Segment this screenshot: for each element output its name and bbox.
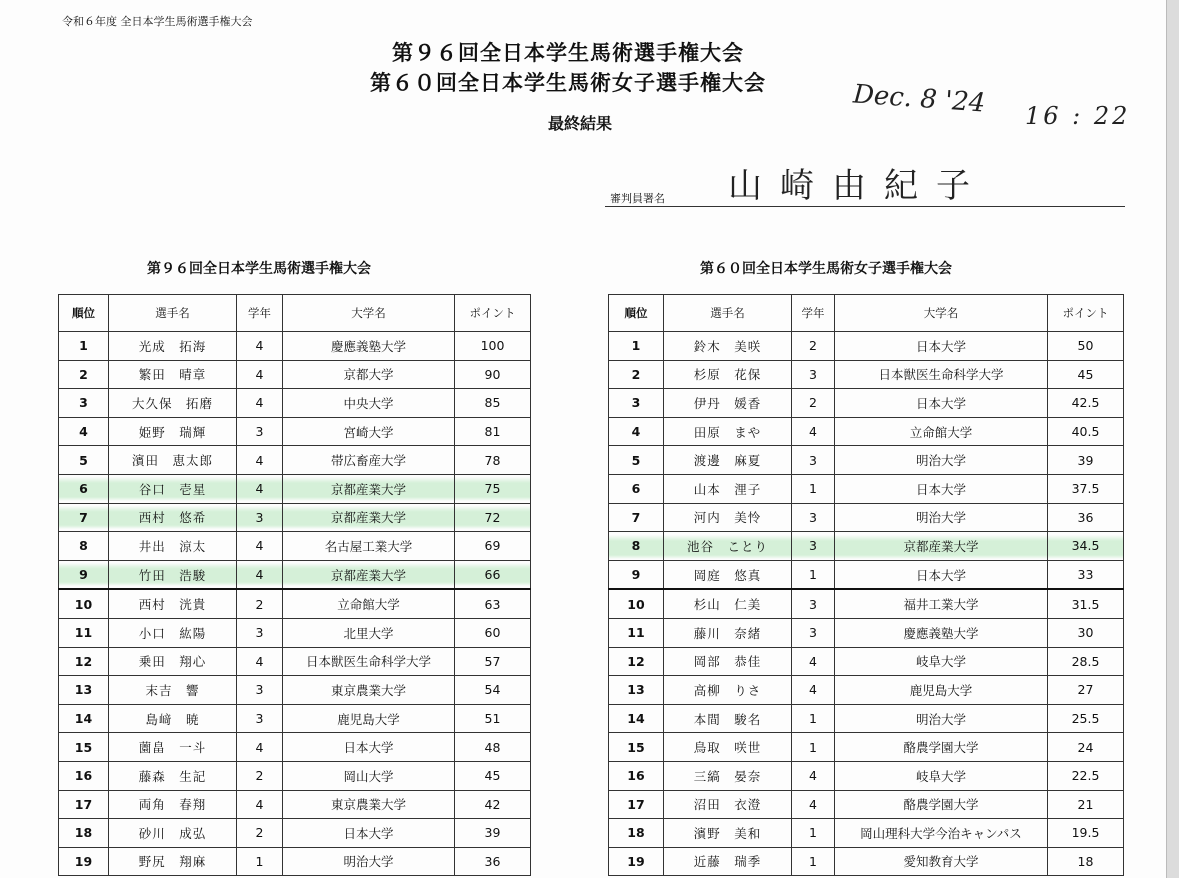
university-cell: 鹿児島大学 [283, 704, 455, 733]
rank-cell: 3 [609, 389, 664, 418]
points-cell: 45 [455, 761, 531, 790]
points-cell: 69 [455, 532, 531, 561]
university-cell: 明治大学 [283, 847, 455, 876]
university-cell: 北里大学 [283, 618, 455, 647]
rank-cell: 1 [609, 332, 664, 361]
points-cell: 45 [1048, 360, 1124, 389]
name-cell: 薗畠 一斗 [109, 733, 237, 762]
table-row [609, 360, 1124, 389]
points-cell: 51 [455, 704, 531, 733]
points-cell: 57 [455, 647, 531, 676]
name-cell: 池谷 ことり [664, 532, 792, 561]
table-row [609, 647, 1124, 676]
points-cell: 100 [455, 332, 531, 361]
points-cell: 34.5 [1048, 532, 1124, 561]
year-cell: 2 [792, 332, 835, 361]
rank-cell: 19 [609, 847, 664, 876]
men-table-title: 第９６回全日本学生馬術選手権大会 [147, 261, 371, 277]
name-cell: 乗田 翔心 [109, 647, 237, 676]
year-cell: 1 [237, 847, 283, 876]
rank-cell: 16 [609, 761, 664, 790]
university-cell: 日本大学 [835, 332, 1048, 361]
rank-cell: 18 [609, 819, 664, 848]
university-cell: 京都産業大学 [835, 532, 1048, 561]
year-cell: 4 [237, 733, 283, 762]
points-cell: 24 [1048, 733, 1124, 762]
rank-cell: 13 [609, 676, 664, 705]
col-year: 学年 [237, 295, 283, 332]
points-cell: 66 [455, 560, 531, 589]
rank-cell: 5 [609, 446, 664, 475]
name-cell: 岡庭 悠真 [664, 560, 792, 589]
year-cell: 2 [237, 819, 283, 848]
table-row [59, 332, 531, 361]
university-cell: 名古屋工業大学 [283, 532, 455, 561]
table-row [609, 847, 1124, 876]
university-cell: 日本獣医生命科学大学 [835, 360, 1048, 389]
rank-cell: 11 [609, 618, 664, 647]
table-row [59, 589, 531, 618]
university-cell: 日本大学 [835, 474, 1048, 503]
university-cell: 京都産業大学 [283, 503, 455, 532]
year-cell: 3 [792, 618, 835, 647]
name-cell: 谷口 壱星 [109, 474, 237, 503]
points-cell: 42 [455, 790, 531, 819]
rank-cell: 5 [59, 446, 109, 475]
table-row [609, 618, 1124, 647]
name-cell: 田原 まや [664, 417, 792, 446]
table-row [59, 417, 531, 446]
col-rank: 順位 [59, 295, 109, 332]
name-cell: 末吉 響 [109, 676, 237, 705]
points-cell: 18 [1048, 847, 1124, 876]
rank-cell: 16 [59, 761, 109, 790]
final-results-subtitle: 最終結果 [548, 114, 613, 133]
table-row [59, 389, 531, 418]
year-cell: 4 [792, 676, 835, 705]
year-cell: 3 [237, 618, 283, 647]
table-row [59, 474, 531, 503]
signature-line [605, 206, 1125, 207]
name-cell: 本間 駿名 [664, 704, 792, 733]
table-row [609, 733, 1124, 762]
rank-cell: 6 [609, 474, 664, 503]
rank-cell: 19 [59, 847, 109, 876]
university-cell: 明治大学 [835, 446, 1048, 475]
table-row [59, 647, 531, 676]
points-cell: 48 [455, 733, 531, 762]
points-cell: 30 [1048, 618, 1124, 647]
rank-cell: 2 [59, 360, 109, 389]
year-cell: 4 [237, 446, 283, 475]
col-year: 学年 [792, 295, 835, 332]
name-cell: 島﨑 暁 [109, 704, 237, 733]
rank-cell: 7 [609, 503, 664, 532]
col-name: 選手名 [664, 295, 792, 332]
points-cell: 40.5 [1048, 417, 1124, 446]
table-row [609, 790, 1124, 819]
year-cell: 4 [237, 360, 283, 389]
name-cell: 両角 春翔 [109, 790, 237, 819]
year-cell: 2 [792, 389, 835, 418]
rank-cell: 9 [59, 560, 109, 589]
name-cell: 竹田 浩駿 [109, 560, 237, 589]
name-cell: 濱野 美和 [664, 819, 792, 848]
table-row [59, 560, 531, 589]
event-year-label: 令和６年度 全日本学生馬術選手権大会 [62, 15, 253, 28]
year-cell: 3 [237, 503, 283, 532]
rank-cell: 17 [59, 790, 109, 819]
points-cell: 19.5 [1048, 819, 1124, 848]
points-cell: 63 [455, 589, 531, 618]
year-cell: 4 [237, 532, 283, 561]
year-cell: 1 [792, 560, 835, 589]
table-header-row [59, 295, 531, 332]
rank-cell: 4 [59, 417, 109, 446]
year-cell: 2 [237, 761, 283, 790]
points-cell: 81 [455, 417, 531, 446]
points-cell: 36 [455, 847, 531, 876]
name-cell: 河内 美怜 [664, 503, 792, 532]
points-cell: 28.5 [1048, 647, 1124, 676]
name-cell: 小口 紘陽 [109, 618, 237, 647]
year-cell: 3 [792, 589, 835, 618]
points-cell: 54 [455, 676, 531, 705]
table-row [59, 360, 531, 389]
name-cell: 濱田 恵太郎 [109, 446, 237, 475]
points-cell: 36 [1048, 503, 1124, 532]
title-men: 第９６回全日本学生馬術選手権大会 [392, 41, 744, 65]
university-cell: 慶應義塾大学 [283, 332, 455, 361]
col-university: 大学名 [835, 295, 1048, 332]
university-cell: 東京農業大学 [283, 790, 455, 819]
year-cell: 4 [792, 417, 835, 446]
university-cell: 酪農学園大学 [835, 733, 1048, 762]
table-row [609, 560, 1124, 589]
name-cell: 繁田 晴章 [109, 360, 237, 389]
university-cell: 慶應義塾大学 [835, 618, 1048, 647]
handwritten-date: Dec. 8 '24 [852, 79, 987, 119]
rank-cell: 11 [59, 618, 109, 647]
name-cell: 岡部 恭佳 [664, 647, 792, 676]
university-cell: 宮崎大学 [283, 417, 455, 446]
rank-cell: 9 [609, 560, 664, 589]
year-cell: 3 [792, 446, 835, 475]
year-cell: 4 [237, 474, 283, 503]
table-row [59, 532, 531, 561]
rank-cell: 13 [59, 676, 109, 705]
table-row [59, 618, 531, 647]
women-results-table [608, 294, 1124, 876]
table-header-row [609, 295, 1124, 332]
university-cell: 日本大学 [835, 560, 1048, 589]
university-cell: 鹿児島大学 [835, 676, 1048, 705]
table-row [609, 389, 1124, 418]
table-row [609, 676, 1124, 705]
rank-cell: 17 [609, 790, 664, 819]
year-cell: 3 [237, 676, 283, 705]
name-cell: 伊丹 媛香 [664, 389, 792, 418]
year-cell: 3 [792, 532, 835, 561]
name-cell: 山本 浬子 [664, 474, 792, 503]
rank-cell: 3 [59, 389, 109, 418]
rank-cell: 2 [609, 360, 664, 389]
university-cell: 日本獣医生命科学大学 [283, 647, 455, 676]
year-cell: 4 [237, 647, 283, 676]
name-cell: 沼田 衣澄 [664, 790, 792, 819]
points-cell: 78 [455, 446, 531, 475]
col-rank: 順位 [609, 295, 664, 332]
university-cell: 岡山理科大学今治キャンパス [835, 819, 1048, 848]
table-row [59, 733, 531, 762]
points-cell: 60 [455, 618, 531, 647]
year-cell: 4 [792, 790, 835, 819]
judge-signature-label: 審判員署名 [610, 192, 665, 205]
university-cell: 京都産業大学 [283, 474, 455, 503]
table-row [59, 819, 531, 848]
university-cell: 立命館大学 [283, 589, 455, 618]
table-row [609, 474, 1124, 503]
points-cell: 27 [1048, 676, 1124, 705]
table-row [59, 704, 531, 733]
table-row [609, 704, 1124, 733]
name-cell: 野尻 翔麻 [109, 847, 237, 876]
col-points: ポイント [1048, 295, 1124, 332]
year-cell: 4 [237, 332, 283, 361]
university-cell: 福井工業大学 [835, 589, 1048, 618]
year-cell: 3 [237, 704, 283, 733]
points-cell: 72 [455, 503, 531, 532]
rank-cell: 12 [59, 647, 109, 676]
points-cell: 39 [455, 819, 531, 848]
year-cell: 4 [237, 560, 283, 589]
year-cell: 1 [792, 847, 835, 876]
points-cell: 25.5 [1048, 704, 1124, 733]
name-cell: 砂川 成弘 [109, 819, 237, 848]
name-cell: 姫野 瑞輝 [109, 417, 237, 446]
year-cell: 3 [792, 360, 835, 389]
name-cell: 杉山 仁美 [664, 589, 792, 618]
col-university: 大学名 [283, 295, 455, 332]
year-cell: 4 [237, 790, 283, 819]
name-cell: 藤川 奈緒 [664, 618, 792, 647]
name-cell: 渡邊 麻夏 [664, 446, 792, 475]
name-cell: 井出 涼太 [109, 532, 237, 561]
rank-cell: 14 [609, 704, 664, 733]
col-points: ポイント [455, 295, 531, 332]
name-cell: 高柳 りさ [664, 676, 792, 705]
table-row [609, 761, 1124, 790]
university-cell: 帯広畜産大学 [283, 446, 455, 475]
handwritten-time: 16 : 22 [1025, 102, 1131, 130]
rank-cell: 6 [59, 474, 109, 503]
university-cell: 東京農業大学 [283, 676, 455, 705]
university-cell: 明治大学 [835, 503, 1048, 532]
table-row [609, 589, 1124, 618]
year-cell: 2 [237, 589, 283, 618]
name-cell: 大久保 拓磨 [109, 389, 237, 418]
university-cell: 岡山大学 [283, 761, 455, 790]
rank-cell: 8 [609, 532, 664, 561]
name-cell: 杉原 花保 [664, 360, 792, 389]
university-cell: 明治大学 [835, 704, 1048, 733]
rank-cell: 1 [59, 332, 109, 361]
university-cell: 岐阜大学 [835, 647, 1048, 676]
rank-cell: 15 [59, 733, 109, 762]
table-row [59, 676, 531, 705]
points-cell: 21 [1048, 790, 1124, 819]
table-row [609, 332, 1124, 361]
points-cell: 22.5 [1048, 761, 1124, 790]
year-cell: 1 [792, 733, 835, 762]
name-cell: 鈴木 美咲 [664, 332, 792, 361]
rank-cell: 18 [59, 819, 109, 848]
university-cell: 中央大学 [283, 389, 455, 418]
university-cell: 立命館大学 [835, 417, 1048, 446]
year-cell: 4 [237, 389, 283, 418]
women-table-title: 第６０回全日本学生馬術女子選手権大会 [700, 261, 952, 277]
rank-cell: 10 [609, 589, 664, 618]
table-row [59, 503, 531, 532]
name-cell: 近藤 瑞季 [664, 847, 792, 876]
rank-cell: 15 [609, 733, 664, 762]
rank-cell: 4 [609, 417, 664, 446]
table-row [609, 819, 1124, 848]
table-row [59, 761, 531, 790]
rank-cell: 10 [59, 589, 109, 618]
table-row [59, 790, 531, 819]
year-cell: 3 [237, 417, 283, 446]
university-cell: 酪農学園大学 [835, 790, 1048, 819]
col-name: 選手名 [109, 295, 237, 332]
table-row [609, 446, 1124, 475]
university-cell: 岐阜大学 [835, 761, 1048, 790]
table-row [59, 446, 531, 475]
points-cell: 42.5 [1048, 389, 1124, 418]
table-row [609, 417, 1124, 446]
table-row [609, 532, 1124, 561]
name-cell: 光成 拓海 [109, 332, 237, 361]
year-cell: 1 [792, 819, 835, 848]
university-cell: 日本大学 [283, 733, 455, 762]
points-cell: 31.5 [1048, 589, 1124, 618]
points-cell: 90 [455, 360, 531, 389]
table-row [59, 847, 531, 876]
university-cell: 京都産業大学 [283, 560, 455, 589]
university-cell: 京都大学 [283, 360, 455, 389]
university-cell: 日本大学 [283, 819, 455, 848]
university-cell: 日本大学 [835, 389, 1048, 418]
points-cell: 75 [455, 474, 531, 503]
points-cell: 37.5 [1048, 474, 1124, 503]
rank-cell: 14 [59, 704, 109, 733]
year-cell: 3 [792, 503, 835, 532]
rank-cell: 12 [609, 647, 664, 676]
men-results-table [58, 294, 531, 876]
name-cell: 西村 洸貴 [109, 589, 237, 618]
page-edge [1166, 0, 1179, 878]
year-cell: 1 [792, 474, 835, 503]
points-cell: 33 [1048, 560, 1124, 589]
name-cell: 西村 悠希 [109, 503, 237, 532]
university-cell: 愛知教育大学 [835, 847, 1048, 876]
name-cell: 藤森 生記 [109, 761, 237, 790]
rank-cell: 8 [59, 532, 109, 561]
table-row [609, 503, 1124, 532]
rank-cell: 7 [59, 503, 109, 532]
year-cell: 4 [792, 761, 835, 790]
title-women: 第６０回全日本学生馬術女子選手権大会 [370, 71, 766, 95]
points-cell: 85 [455, 389, 531, 418]
points-cell: 50 [1048, 332, 1124, 361]
name-cell: 三縞 晏奈 [664, 761, 792, 790]
judge-signature: 山崎由紀子 [728, 166, 988, 206]
year-cell: 4 [792, 647, 835, 676]
year-cell: 1 [792, 704, 835, 733]
name-cell: 鳥取 咲世 [664, 733, 792, 762]
points-cell: 39 [1048, 446, 1124, 475]
